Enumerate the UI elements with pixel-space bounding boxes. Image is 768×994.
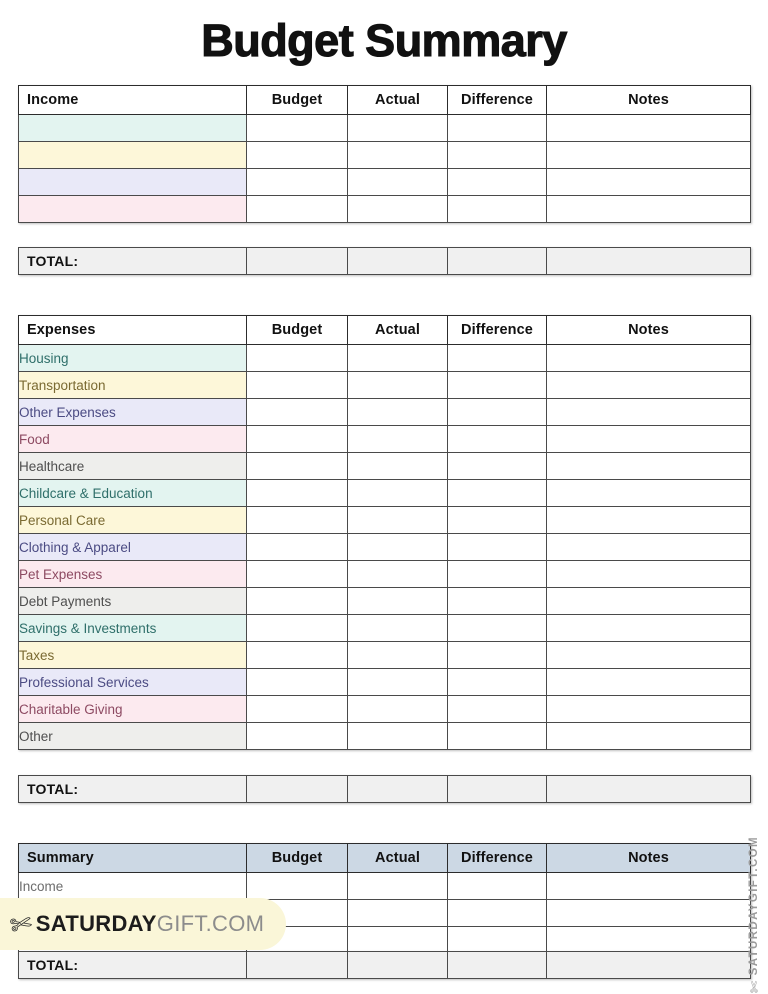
summary-header-notes: Notes: [547, 844, 751, 873]
income-row-budget-cell[interactable]: [247, 196, 348, 223]
income-row-label[interactable]: [19, 169, 247, 196]
summary-row-difference-cell[interactable]: [448, 927, 547, 954]
expenses-row-label[interactable]: Taxes: [19, 642, 247, 669]
expenses-row-difference-cell[interactable]: [448, 723, 547, 750]
expenses-row-actual-cell[interactable]: [348, 615, 448, 642]
income-header-label: Income: [19, 86, 247, 115]
expenses-row-actual-cell[interactable]: [348, 669, 448, 696]
income-table: [18, 85, 751, 223]
summary-row-notes-cell[interactable]: [547, 900, 751, 927]
income-header-notes: Notes: [547, 86, 751, 115]
income-row: [19, 169, 751, 196]
expenses-row-actual-cell[interactable]: [348, 561, 448, 588]
expenses-row-notes-cell[interactable]: [547, 669, 751, 696]
watermark-brand: [36, 911, 265, 937]
expenses-total-row: [19, 776, 751, 803]
income-row: [19, 196, 751, 223]
expenses-row-difference-cell[interactable]: [448, 480, 547, 507]
expenses-row-notes-cell[interactable]: [547, 426, 751, 453]
expenses-row-label[interactable]: Personal Care: [19, 507, 247, 534]
expenses-row: [19, 723, 751, 750]
expenses-row: [19, 399, 751, 426]
expenses-row-actual-cell[interactable]: [348, 372, 448, 399]
watermark-brand-bold: SATURDAY: [35, 911, 157, 936]
expenses-row: [19, 345, 751, 372]
expenses-row-budget-cell[interactable]: [247, 642, 348, 669]
expenses-row-label[interactable]: Healthcare: [19, 453, 247, 480]
summary-total-table: [18, 951, 751, 979]
income-row-difference-cell[interactable]: [448, 115, 547, 142]
income-row-difference-cell[interactable]: [448, 196, 547, 223]
income-row-actual-cell[interactable]: [348, 196, 448, 223]
income-total-row: [19, 248, 751, 275]
expenses-header-label: Expenses: [19, 316, 247, 345]
expenses-row-difference-cell[interactable]: [448, 426, 547, 453]
expenses-row: [19, 696, 751, 723]
summary-header-actual: Actual: [348, 844, 448, 873]
expenses-row-notes-cell[interactable]: [547, 615, 751, 642]
watermark-side-text: SATURDAYGIFT.COM: [748, 836, 760, 976]
scissors-icon: ✄: [7, 907, 35, 941]
expenses-row-notes-cell[interactable]: [547, 372, 751, 399]
expenses-row-difference-cell[interactable]: [448, 534, 547, 561]
income-total-table: [18, 247, 751, 275]
expenses-row-label[interactable]: Debt Payments: [19, 588, 247, 615]
expenses-row-budget-cell[interactable]: [247, 399, 348, 426]
expenses-row-actual-cell[interactable]: [348, 399, 448, 426]
summary-total-notes-cell[interactable]: [547, 952, 751, 979]
expenses-row-budget-cell[interactable]: [247, 480, 348, 507]
expenses-row-difference-cell[interactable]: [448, 615, 547, 642]
scissors-icon-side: ✄: [745, 981, 763, 994]
expenses-row: [19, 507, 751, 534]
expenses-row: [19, 615, 751, 642]
expenses-row: [19, 453, 751, 480]
income-row-label[interactable]: [19, 196, 247, 223]
income-row-budget-cell[interactable]: [247, 169, 348, 196]
expenses-table: [18, 315, 751, 750]
expenses-row-budget-cell[interactable]: [247, 669, 348, 696]
summary-total-difference-cell[interactable]: [448, 952, 547, 979]
expenses-total-label: TOTAL:: [19, 776, 247, 803]
expenses-row-actual-cell[interactable]: [348, 426, 448, 453]
expenses-row-label[interactable]: Housing: [19, 345, 247, 372]
income-table-block: [18, 85, 750, 223]
summary-header-difference: Difference: [448, 844, 547, 873]
income-row: [19, 142, 751, 169]
expenses-row-notes-cell[interactable]: [547, 507, 751, 534]
expenses-row-label[interactable]: Savings & Investments: [19, 615, 247, 642]
expenses-row-label[interactable]: Other Expenses: [19, 399, 247, 426]
expenses-row-difference-cell[interactable]: [448, 372, 547, 399]
expenses-row-label[interactable]: Childcare & Education: [19, 480, 247, 507]
summary-row-notes-cell[interactable]: [547, 873, 751, 900]
expenses-row-label[interactable]: Professional Services: [19, 669, 247, 696]
expenses-row-budget-cell[interactable]: [247, 345, 348, 372]
summary-row-notes-cell[interactable]: [547, 927, 751, 954]
expenses-row-label[interactable]: Clothing & Apparel: [19, 534, 247, 561]
expenses-row: [19, 534, 751, 561]
income-row-difference-cell[interactable]: [448, 169, 547, 196]
expenses-row-notes-cell[interactable]: [547, 399, 751, 426]
expenses-row-actual-cell[interactable]: [348, 588, 448, 615]
expenses-row-difference-cell[interactable]: [448, 696, 547, 723]
expenses-total-difference-cell[interactable]: [448, 776, 547, 803]
expenses-row-notes-cell[interactable]: [547, 480, 751, 507]
expenses-row-budget-cell[interactable]: [247, 426, 348, 453]
expenses-row-difference-cell[interactable]: [448, 399, 547, 426]
expenses-row-label[interactable]: Charitable Giving: [19, 696, 247, 723]
expenses-row-budget-cell[interactable]: [247, 588, 348, 615]
expenses-row-budget-cell[interactable]: [247, 615, 348, 642]
income-row-actual-cell[interactable]: [348, 169, 448, 196]
expenses-row-budget-cell[interactable]: [247, 453, 348, 480]
income-row-budget-cell[interactable]: [247, 142, 348, 169]
summary-total-block: [18, 951, 750, 979]
income-total-block: [18, 247, 750, 275]
expenses-header-difference: Difference: [448, 316, 547, 345]
income-row-actual-cell[interactable]: [348, 142, 448, 169]
expenses-row-actual-cell[interactable]: [348, 534, 448, 561]
expenses-row-actual-cell[interactable]: [348, 723, 448, 750]
summary-row-actual-cell[interactable]: [348, 927, 448, 954]
expenses-row-notes-cell[interactable]: [547, 453, 751, 480]
income-row-label[interactable]: [19, 142, 247, 169]
expenses-row-budget-cell[interactable]: [247, 372, 348, 399]
summary-total-row: [19, 952, 751, 979]
income-row-notes-cell[interactable]: [547, 169, 751, 196]
expenses-row-actual-cell[interactable]: [348, 480, 448, 507]
expenses-row: [19, 561, 751, 588]
income-row-actual-cell[interactable]: [348, 115, 448, 142]
expenses-row-label[interactable]: Pet Expenses: [19, 561, 247, 588]
summary-total-budget-cell[interactable]: [247, 952, 348, 979]
summary-row-difference-cell[interactable]: [448, 900, 547, 927]
expenses-row-budget-cell[interactable]: [247, 507, 348, 534]
income-row-difference-cell[interactable]: [448, 142, 547, 169]
expenses-row-budget-cell[interactable]: [247, 723, 348, 750]
expenses-row-actual-cell[interactable]: [348, 507, 448, 534]
expenses-row: [19, 588, 751, 615]
watermark-badge: [0, 898, 286, 950]
expenses-row-difference-cell[interactable]: [448, 669, 547, 696]
page-title: Budget Summary: [201, 15, 567, 66]
expenses-total-budget-cell[interactable]: [247, 776, 348, 803]
expenses-row-notes-cell[interactable]: [547, 561, 751, 588]
income-header-budget: Budget: [247, 86, 348, 115]
expenses-row-notes-cell[interactable]: [547, 534, 751, 561]
summary-row: [19, 873, 751, 900]
expenses-row: [19, 480, 751, 507]
income-row-budget-cell[interactable]: [247, 115, 348, 142]
expenses-row: [19, 669, 751, 696]
summary-total-actual-cell[interactable]: [348, 952, 448, 979]
expenses-row-notes-cell[interactable]: [547, 723, 751, 750]
expenses-row: [19, 426, 751, 453]
expenses-header-budget: Budget: [247, 316, 348, 345]
expenses-row: [19, 642, 751, 669]
expenses-total-notes-cell[interactable]: [547, 776, 751, 803]
expenses-row: [19, 372, 751, 399]
expenses-row-difference-cell[interactable]: [448, 561, 547, 588]
income-total-difference-cell[interactable]: [448, 248, 547, 275]
summary-row-budget-cell[interactable]: [247, 873, 348, 900]
summary-row-actual-cell[interactable]: [348, 873, 448, 900]
expenses-row-actual-cell[interactable]: [348, 642, 448, 669]
summary-row-label[interactable]: Income: [19, 873, 247, 900]
income-total-actual-cell[interactable]: [348, 248, 448, 275]
income-header-difference: Difference: [448, 86, 547, 115]
expenses-row-budget-cell[interactable]: [247, 561, 348, 588]
watermark-brand-light: GIFT.COM: [156, 911, 265, 936]
income-header-row: [19, 86, 751, 115]
expenses-row-label[interactable]: Other: [19, 723, 247, 750]
summary-header-label: Summary: [19, 844, 247, 873]
income-total-budget-cell[interactable]: [247, 248, 348, 275]
expenses-row-actual-cell[interactable]: [348, 345, 448, 372]
expenses-row-difference-cell[interactable]: [448, 453, 547, 480]
expenses-row-notes-cell[interactable]: [547, 642, 751, 669]
expenses-row-notes-cell[interactable]: [547, 345, 751, 372]
expenses-row-difference-cell[interactable]: [448, 642, 547, 669]
income-row-notes-cell[interactable]: [547, 196, 751, 223]
income-header-actual: Actual: [348, 86, 448, 115]
income-row-notes-cell[interactable]: [547, 142, 751, 169]
expenses-row-notes-cell[interactable]: [547, 588, 751, 615]
expenses-header-row: [19, 316, 751, 345]
expenses-row-notes-cell[interactable]: [547, 696, 751, 723]
expenses-row-budget-cell[interactable]: [247, 696, 348, 723]
expenses-row-budget-cell[interactable]: [247, 534, 348, 561]
watermark-side: [742, 836, 766, 994]
expenses-row-difference-cell[interactable]: [448, 588, 547, 615]
summary-header-row: [19, 844, 751, 873]
expenses-row-difference-cell[interactable]: [448, 507, 547, 534]
income-row-notes-cell[interactable]: [547, 115, 751, 142]
expenses-table-block: [18, 315, 750, 750]
summary-row-difference-cell[interactable]: [448, 873, 547, 900]
expenses-header-actual: Actual: [348, 316, 448, 345]
expenses-row-actual-cell[interactable]: [348, 696, 448, 723]
expenses-total-table: [18, 775, 751, 803]
income-row-label[interactable]: [19, 115, 247, 142]
expenses-total-block: [18, 775, 750, 803]
summary-header-budget: Budget: [247, 844, 348, 873]
expenses-total-actual-cell[interactable]: [348, 776, 448, 803]
summary-total-label: TOTAL:: [19, 952, 247, 979]
expenses-row-label[interactable]: Transportation: [19, 372, 247, 399]
expenses-row-difference-cell[interactable]: [448, 345, 547, 372]
expenses-header-notes: Notes: [547, 316, 751, 345]
expenses-row-label[interactable]: Food: [19, 426, 247, 453]
income-total-label: TOTAL:: [19, 248, 247, 275]
summary-row-actual-cell[interactable]: [348, 900, 448, 927]
expenses-row-actual-cell[interactable]: [348, 453, 448, 480]
income-row: [19, 115, 751, 142]
income-total-notes-cell[interactable]: [547, 248, 751, 275]
